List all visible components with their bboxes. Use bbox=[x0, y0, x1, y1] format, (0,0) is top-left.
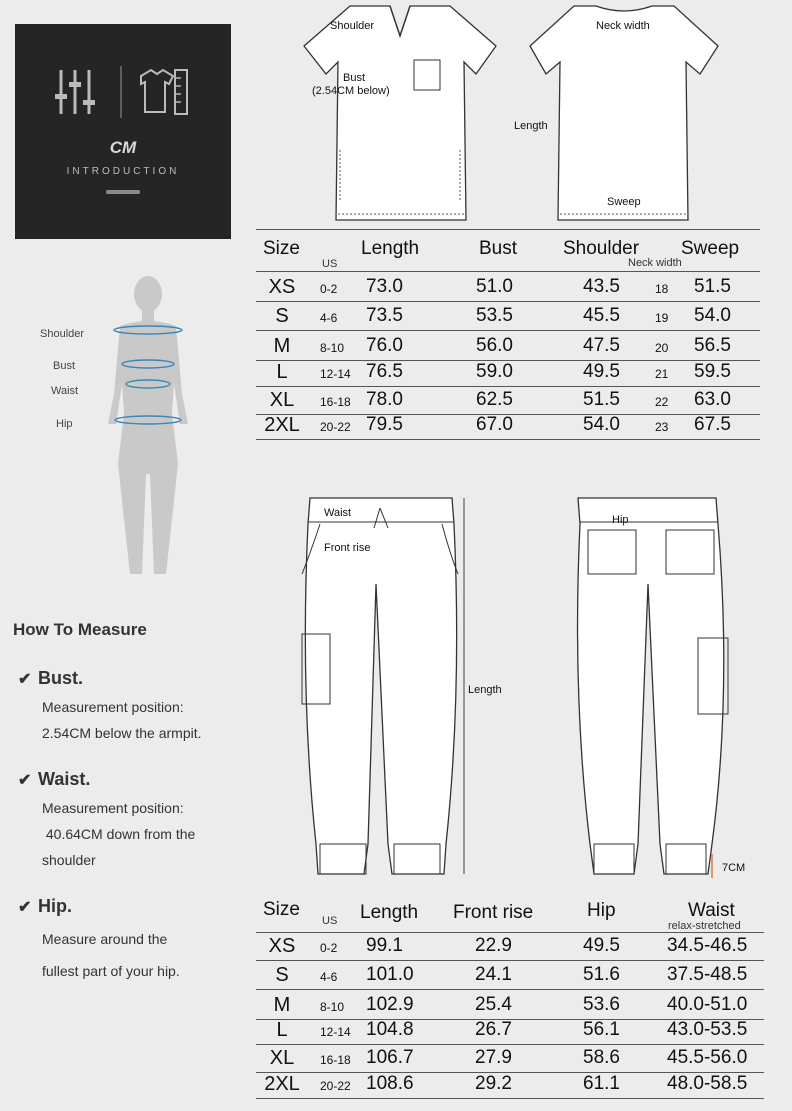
top-table-cell-length: 78.0 bbox=[366, 389, 403, 410]
pants-length-label: Length bbox=[468, 684, 502, 696]
top-table-cell-shoulder: 54.0 bbox=[583, 414, 620, 435]
how-to-measure-title: How To Measure bbox=[13, 620, 147, 639]
pants-table-cell-waist: 37.5-48.5 bbox=[667, 964, 748, 985]
pants-table-cell-waist: 48.0-58.5 bbox=[667, 1073, 748, 1094]
top-table-rule bbox=[256, 271, 760, 272]
pants-cuff-label: 7CM bbox=[722, 862, 746, 874]
pants-header-length: Length bbox=[360, 902, 419, 923]
table-row-rule bbox=[256, 386, 760, 387]
pants-table-cell-length: 102.9 bbox=[366, 994, 414, 1015]
pants-header-us: US bbox=[322, 915, 338, 927]
pants-table-cell-front-rise: 24.1 bbox=[475, 964, 512, 985]
top-sweep-label: Sweep bbox=[607, 196, 641, 208]
top-table-cell-us: 8-10 bbox=[320, 341, 345, 355]
top-table-cell-bust: 51.0 bbox=[476, 276, 513, 297]
top-table-cell-length: 73.0 bbox=[366, 276, 403, 297]
pants-table-cell-size: L bbox=[276, 1019, 288, 1041]
top-header-neck-width: Neck width bbox=[628, 257, 682, 269]
pants-table-cell-hip: 53.6 bbox=[583, 994, 620, 1015]
top-header-size: Size bbox=[263, 238, 300, 259]
top-table-cell-length: 76.5 bbox=[366, 361, 403, 382]
top-table-cell-bust: 67.0 bbox=[476, 414, 513, 435]
top-neck-width-label: Neck width bbox=[596, 20, 650, 32]
top-table-cell-size: M bbox=[273, 335, 291, 357]
top-table-cell-us: 12-14 bbox=[320, 367, 351, 381]
pants-table-cell-us: 12-14 bbox=[320, 1025, 351, 1039]
pants-table-cell-length: 106.7 bbox=[366, 1047, 414, 1068]
top-table-cell-bust: 62.5 bbox=[476, 389, 513, 410]
waist-heading: ✔ Waist. bbox=[18, 769, 91, 789]
pants-table-cell-waist: 40.0-51.0 bbox=[667, 994, 748, 1015]
pants-hip-label: Hip bbox=[612, 514, 629, 526]
top-table-cell-neck: 23 bbox=[655, 420, 669, 434]
pants-table-cell-us: 4-6 bbox=[320, 970, 338, 984]
pants-header-waist: Waist bbox=[688, 900, 735, 921]
pants-table-rule bbox=[256, 932, 764, 933]
pants-table-cell-us: 20-22 bbox=[320, 1079, 351, 1093]
top-table-cell-us: 0-2 bbox=[320, 282, 338, 296]
top-header-length: Length bbox=[361, 238, 420, 259]
top-shoulder-label: Shoulder bbox=[330, 20, 375, 32]
top-table-cell-neck: 21 bbox=[655, 367, 669, 381]
top-table-cell-neck: 22 bbox=[655, 395, 669, 409]
pants-table-cell-size: M bbox=[273, 994, 291, 1016]
check-icon: ✔ bbox=[18, 671, 32, 688]
pants-waist-label: Waist bbox=[324, 507, 352, 519]
top-header-shoulder: Shoulder bbox=[563, 238, 640, 259]
pants-table-cell-size: 2XL bbox=[264, 1073, 300, 1095]
bust-heading: ✔ Bust. bbox=[18, 668, 83, 688]
pants-header-hip: Hip bbox=[587, 900, 616, 921]
table-row-rule bbox=[256, 439, 760, 440]
top-table-cell-shoulder: 51.5 bbox=[583, 389, 620, 410]
top-table-cell-us: 20-22 bbox=[320, 420, 351, 434]
top-table-cell-neck: 20 bbox=[655, 341, 669, 355]
top-header-sweep: Sweep bbox=[681, 238, 740, 259]
top-table-cell-bust: 59.0 bbox=[476, 361, 513, 382]
pants-table-cell-hip: 58.6 bbox=[583, 1047, 620, 1068]
top-table-cell-sweep: 63.0 bbox=[694, 389, 731, 410]
pants-table-cell-waist: 45.5-56.0 bbox=[667, 1047, 748, 1068]
pants-table-cell-length: 108.6 bbox=[366, 1073, 414, 1094]
body-hip-label: Hip bbox=[56, 418, 73, 430]
top-header-us: US bbox=[322, 258, 338, 270]
top-table-cell-size: L bbox=[276, 361, 288, 383]
hip-desc-line: fullest part of your hip. bbox=[42, 963, 180, 979]
top-table-cell-size: S bbox=[275, 305, 289, 327]
bust-desc-line: 2.54CM below the armpit. bbox=[42, 725, 202, 741]
scrub-top-front-illustration bbox=[300, 2, 500, 224]
top-table-cell-length: 79.5 bbox=[366, 414, 403, 435]
top-table-cell-shoulder: 47.5 bbox=[583, 335, 620, 356]
body-silhouette-illustration bbox=[96, 274, 196, 586]
table-row-rule bbox=[256, 330, 760, 331]
top-table-cell-shoulder: 49.5 bbox=[583, 361, 620, 382]
waist-desc-line: Measurement position: bbox=[42, 800, 184, 816]
top-table-cell-sweep: 56.5 bbox=[694, 335, 731, 356]
top-bust-label: Bust bbox=[343, 72, 366, 84]
pants-table-cell-length: 104.8 bbox=[366, 1019, 414, 1040]
pants-table-cell-size: XS bbox=[268, 935, 296, 957]
top-table-cell-size: 2XL bbox=[264, 414, 300, 436]
top-length-label: Length bbox=[514, 120, 548, 132]
pants-header-size: Size bbox=[263, 899, 300, 920]
pants-table-cell-us: 16-18 bbox=[320, 1053, 351, 1067]
pants-table-cell-us: 8-10 bbox=[320, 1000, 345, 1014]
hip-heading: ✔ Hip. bbox=[18, 896, 72, 916]
pants-table-cell-hip: 61.1 bbox=[583, 1073, 620, 1094]
top-table-cell-neck: 19 bbox=[655, 311, 669, 325]
table-row-rule bbox=[256, 301, 760, 302]
top-table-cell-neck: 18 bbox=[655, 282, 669, 296]
table-row-rule bbox=[256, 989, 764, 990]
top-table-cell-us: 4-6 bbox=[320, 311, 338, 325]
intro-subtitle: INTRODUCTION bbox=[66, 166, 180, 177]
pants-table-cell-hip: 51.6 bbox=[583, 964, 620, 985]
top-table-cell-sweep: 51.5 bbox=[694, 276, 731, 297]
pants-header-front-rise: Front rise bbox=[453, 902, 534, 923]
pants-front-illustration bbox=[296, 494, 472, 878]
pants-table-cell-us: 0-2 bbox=[320, 941, 338, 955]
pants-table-cell-length: 101.0 bbox=[366, 964, 414, 985]
top-table-cell-length: 73.5 bbox=[366, 305, 403, 326]
top-table-cell-sweep: 59.5 bbox=[694, 361, 731, 382]
body-waist-label: Waist bbox=[51, 385, 79, 397]
pants-table-cell-front-rise: 26.7 bbox=[475, 1019, 512, 1040]
pants-front-rise-label: Front rise bbox=[324, 542, 371, 554]
top-header-bust: Bust bbox=[479, 238, 518, 259]
waist-desc-line: shoulder bbox=[42, 852, 96, 868]
pants-table-cell-front-rise: 29.2 bbox=[475, 1073, 512, 1094]
unit-label: CM bbox=[109, 138, 137, 157]
intro-divider bbox=[106, 190, 140, 194]
pants-table-cell-waist: 34.5-46.5 bbox=[667, 935, 748, 956]
top-table-cell-sweep: 67.5 bbox=[694, 414, 731, 435]
pants-table-cell-front-rise: 27.9 bbox=[475, 1047, 512, 1068]
waist-desc-line: 40.64CM down from the bbox=[42, 826, 196, 842]
table-row-rule bbox=[256, 1044, 764, 1045]
top-table-cell-us: 16-18 bbox=[320, 395, 351, 409]
top-bust-note: (2.54CM below) bbox=[312, 85, 390, 97]
hip-desc-line: Measure around the bbox=[42, 931, 168, 947]
pants-table-cell-front-rise: 22.9 bbox=[475, 935, 512, 956]
check-icon: ✔ bbox=[18, 899, 32, 916]
pants-back-illustration bbox=[572, 494, 736, 878]
pants-table-cell-hip: 49.5 bbox=[583, 935, 620, 956]
top-table-cell-bust: 53.5 bbox=[476, 305, 513, 326]
check-icon: ✔ bbox=[18, 772, 32, 789]
pants-header-waist-note: relax-stretched bbox=[668, 920, 741, 932]
pants-table-cell-length: 99.1 bbox=[366, 935, 403, 956]
pants-table-cell-size: XL bbox=[269, 1047, 295, 1069]
body-bust-label: Bust bbox=[53, 360, 76, 372]
pants-table-cell-waist: 43.0-53.5 bbox=[667, 1019, 748, 1040]
top-table-cell-shoulder: 45.5 bbox=[583, 305, 620, 326]
top-table-cell-bust: 56.0 bbox=[476, 335, 513, 356]
table-row-rule bbox=[256, 960, 764, 961]
pants-table-cell-hip: 56.1 bbox=[583, 1019, 620, 1040]
size-adjust-icon bbox=[53, 64, 193, 120]
intro-card bbox=[15, 24, 231, 239]
bust-desc-line: Measurement position: bbox=[42, 699, 184, 715]
table-row-rule bbox=[256, 1098, 764, 1099]
scrub-top-back-illustration bbox=[526, 2, 722, 224]
top-table-cell-size: XS bbox=[268, 276, 296, 298]
top-table-cell-shoulder: 43.5 bbox=[583, 276, 620, 297]
top-table-cell-size: XL bbox=[269, 389, 295, 411]
body-shoulder-label: Shoulder bbox=[40, 328, 85, 340]
pants-table-cell-front-rise: 25.4 bbox=[475, 994, 512, 1015]
top-table-cell-length: 76.0 bbox=[366, 335, 403, 356]
top-table-rule bbox=[256, 229, 760, 230]
pants-table-cell-size: S bbox=[275, 964, 289, 986]
top-table-cell-sweep: 54.0 bbox=[694, 305, 731, 326]
